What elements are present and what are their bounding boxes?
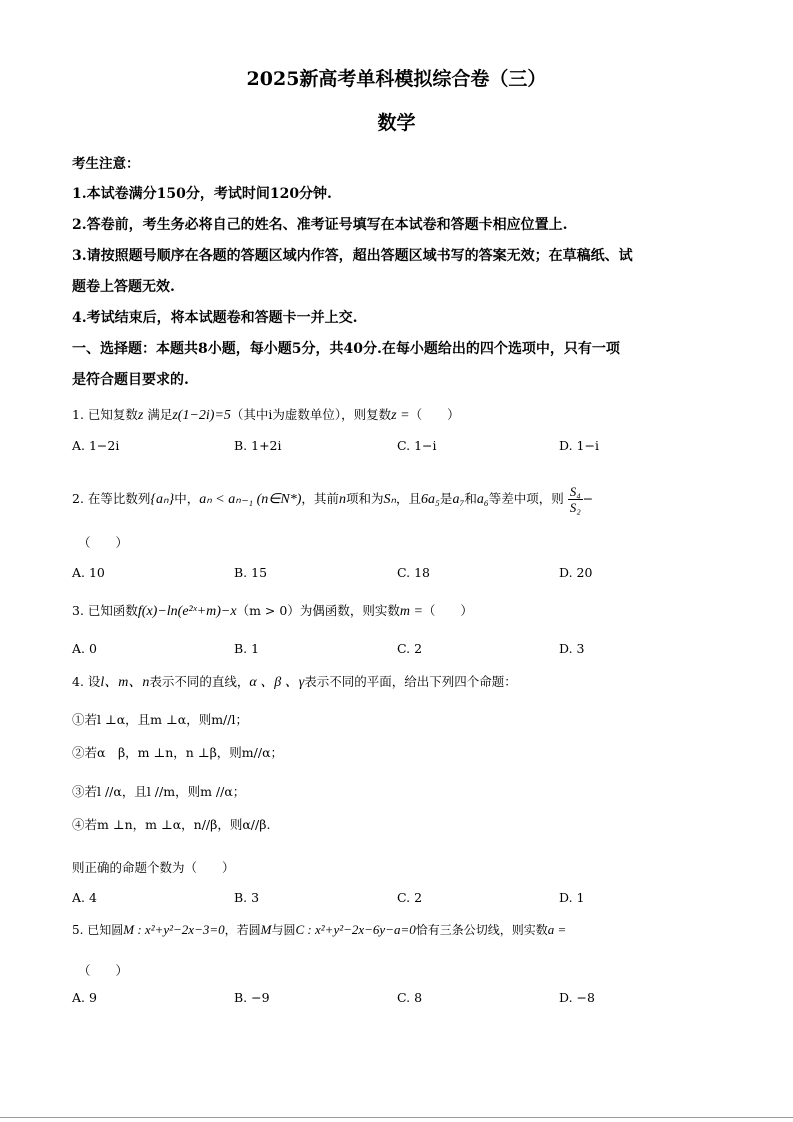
option-c: C. 2: [397, 890, 423, 905]
q2-text: 等差中项，则: [488, 491, 564, 506]
option-c: C. 1−i: [397, 438, 437, 453]
fraction-denominator: S₂: [569, 500, 581, 515]
q2-blank: （ ）: [78, 535, 129, 550]
option-a: A. 10: [72, 565, 105, 580]
q4-proposition: ④若m ⊥n，m ⊥α，n//β，则α//β.: [72, 817, 271, 832]
q5-prefix: 5. 已知圆: [72, 923, 124, 937]
q4-planes: α 、β 、γ: [249, 675, 305, 690]
q1-mid: 满足: [143, 407, 173, 422]
q2-seq: {aₙ}: [150, 492, 175, 507]
section-heading-cont: 是符合题目要求的.: [72, 372, 189, 388]
q5-text: 恰有三条公切线，则实数: [415, 923, 548, 937]
option-b: B. 1+2i: [234, 438, 282, 453]
q3-func: f(x)−ln(e²ˣ+m)−x: [137, 604, 237, 619]
page-bottom-divider: [0, 1117, 793, 1118]
q5-text: 与圆: [271, 923, 296, 937]
option-a: A. 1−2i: [72, 438, 120, 453]
q2-a: a₇: [452, 492, 465, 507]
q1-note: （其中i为虚数单位），则复数: [230, 407, 392, 422]
fraction-numerator: S₄: [569, 484, 581, 499]
q1-end-expr: z =: [391, 408, 410, 423]
option-a: A. 9: [72, 990, 97, 1005]
q5-circle-m: M : x²+y²−2x−3=0: [123, 922, 225, 937]
q3-end-expr: m =: [399, 604, 423, 619]
q2-b: a₆: [476, 492, 489, 507]
notice-item: 2.答卷前，考生务必将自己的姓名、准考证号填写在本试卷和答题卡相应位置上.: [72, 217, 568, 233]
question-4-stem: [72, 671, 517, 691]
q1-prefix: 1. 已知复数: [72, 407, 138, 422]
option-c: C. 8: [397, 990, 423, 1005]
notice-heading: 考生注意：: [72, 156, 140, 172]
exam-title: 2025新高考单科模拟综合卷（三）: [246, 68, 547, 90]
q3-cond: （m > 0）: [236, 603, 300, 618]
q4-prefix: 4. 设: [72, 674, 101, 689]
q4-text: 表示不同的平面，给出下列四个命题：: [304, 674, 517, 689]
q2-cond: aₙ < aₙ₋₁ (n∈N*): [199, 492, 302, 507]
option-c: C. 2: [397, 641, 423, 656]
option-b: B. 15: [234, 565, 268, 580]
question-2-stem: [72, 484, 593, 515]
option-d: D. −8: [559, 990, 595, 1005]
q1-blank: （ ）: [409, 407, 460, 422]
q5-blank: （ ）: [78, 963, 129, 978]
q2-fraction: [568, 484, 583, 515]
q2-mid: 中，: [174, 491, 200, 506]
q2-term: 6a₅: [421, 492, 440, 507]
q2-n: n: [338, 492, 346, 507]
q5-end-expr: a =: [547, 922, 567, 937]
q4-text: 表示不同的直线，: [149, 674, 250, 689]
q1-var: z: [137, 408, 144, 423]
notice-item: 4.考试结束后，将本试题卷和答题卡一并上交.: [72, 310, 358, 326]
option-b: B. 1: [234, 641, 260, 656]
q4-vars: l、m、n: [100, 675, 150, 690]
option-a: A. 4: [72, 890, 97, 905]
question-3-stem: [72, 601, 473, 620]
q2-text: 和: [464, 491, 477, 506]
q2-text: 项和为: [345, 491, 384, 506]
option-d: D. 1−i: [559, 438, 599, 453]
option-b: B. 3: [234, 890, 260, 905]
subject-title: 数学: [377, 112, 416, 134]
q3-text: 为偶函数，则实数: [299, 603, 400, 618]
q4-proposition: ③若l //α，且l //m，则m //α；: [72, 784, 246, 799]
option-d: D. 20: [559, 565, 593, 580]
notice-item: 3.请按照题号顺序在各题的答题区域内作答，超出答题区域书写的答案无效；在草稿纸、试: [72, 248, 633, 264]
notice-item: 1.本试卷满分150分，考试时间120分钟.: [72, 186, 332, 202]
q4-ask: 则正确的命题个数为（ ）: [72, 860, 235, 875]
q5-circle-c: C : x²+y²−2x−6y−a=0: [295, 922, 416, 937]
q4-proposition: ②若α β，m ⊥n，n ⊥β，则m//α；: [72, 745, 284, 760]
q1-expr: z(1−2i)=5: [172, 408, 231, 423]
q3-prefix: 3. 已知函数: [72, 603, 138, 618]
question-1-stem: [72, 405, 460, 424]
q5-m: M: [260, 922, 272, 937]
option-b: B. −9: [234, 990, 270, 1005]
q2-text: ，其前: [301, 491, 339, 506]
question-5-stem: [72, 921, 566, 938]
option-a: A. 0: [72, 641, 97, 656]
section-heading: 一、选择题：本题共8小题，每小题5分，共40分.在每小题给出的四个选项中，只有一项: [72, 341, 620, 357]
q3-blank: （ ）: [422, 603, 473, 618]
option-c: C. 18: [397, 565, 430, 580]
q2-s: Sₙ: [383, 492, 397, 507]
q5-text: ，若圆: [224, 923, 261, 937]
notice-item: 题卷上答题无效.: [72, 279, 175, 295]
option-d: D. 1: [559, 890, 585, 905]
option-d: D. 3: [559, 641, 585, 656]
q4-proposition: ①若l ⊥α，且m ⊥α，则m//l；: [72, 712, 248, 727]
q2-tail: −: [582, 491, 594, 506]
q2-text: 是: [439, 491, 453, 506]
q2-text: ，且: [396, 491, 422, 506]
q2-prefix: 2. 在等比数列: [72, 491, 151, 506]
